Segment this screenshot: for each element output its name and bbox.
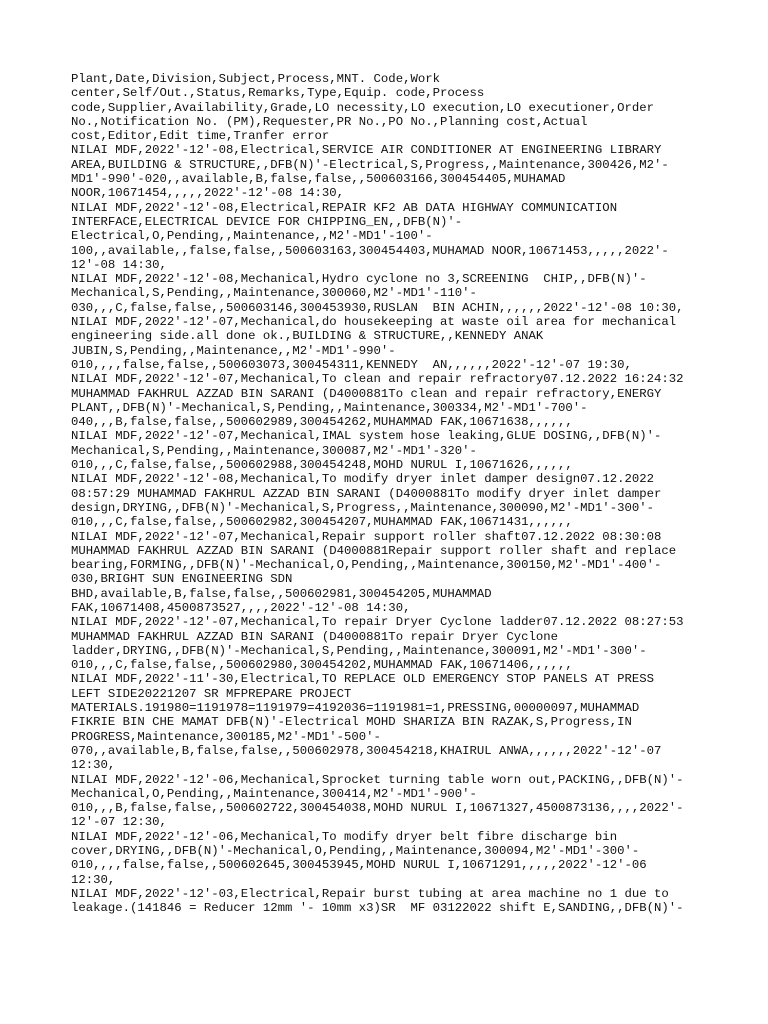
- text-line: 010,,,B,false,false,,500602722,300454038,MOHD NURUL I,10671327,4500873136,,,,2022'-: [71, 801, 684, 816]
- csv-text-page: [71, 72, 711, 916]
- text-line: PLANT,,DFB(N)'-Mechanical,S,Pending,,Maintenance,300334,M2'-MD1'-700'-: [71, 400, 588, 415]
- text-line: NILAI MDF,2022'-12'-08,Mechanical,Hydro cyclone no 3,SCREENING CHIP,,DFB(N)'-: [71, 272, 647, 287]
- text-line: LEFT SIDE20221207 SR MFPREPARE PROJECT: [71, 686, 352, 701]
- text-line: 070,,available,B,false,false,,500602978,300454218,KHAIRUL ANWA,,,,,,2022'-12'-07: [71, 743, 662, 758]
- text-line: engineering side.all done ok.,BUILDING & STRUCTURE,,KENNEDY ANAK: [71, 329, 544, 344]
- text-line: 040,,,B,false,false,,500602989,300454262,MUHAMMAD FAK,10671638,,,,,,: [71, 415, 573, 430]
- text-line: 12'-08 14:30,: [71, 257, 167, 272]
- text-line: MUHAMMAD FAKHRUL AZZAD BIN SARANI (D4000881Repair support roller shaft and replace: [71, 543, 677, 558]
- text-line: cost,Editor,Edit time,Tranfer error: [71, 129, 330, 144]
- text-line: Mechanical,O,Pending,,Maintenance,300414,M2'-MD1'-900'-: [71, 786, 477, 801]
- text-line: 010,,,C,false,false,,500602988,300454248,MOHD NURUL I,10671626,,,,,,: [71, 458, 573, 473]
- text-line: 010,,,,false,false,,500602645,300453945,MOHD NURUL I,10671291,,,,,2022'-12'-06: [71, 858, 647, 873]
- text-line: INTERFACE,ELECTRICAL DEVICE FOR CHIPPING_EN,,DFB(N)'-: [71, 214, 463, 229]
- text-line: Plant,Date,Division,Subject,Process,MNT. Code,Work: [71, 72, 440, 86]
- text-line: MUHAMMAD FAKHRUL AZZAD BIN SARANI (D4000881To clean and repair refractory,ENERGY: [71, 386, 662, 401]
- text-line: leakage.(141846 = Reducer 12mm '- 10mm x3)SR MF 03122022 shift E,SANDING,,DFB(N)'-: [71, 901, 684, 916]
- text-line: Mechanical,S,Pending,,Maintenance,300087,M2'-MD1'-320'-: [71, 443, 477, 458]
- text-line: bearing,FORMING,,DFB(N)'-Mechanical,O,Pending,,Maintenance,300150,M2'-MD1'-400'-: [71, 558, 662, 573]
- text-line: MATERIALS.191980=1191978=1191979=4192036=1191981=1,PRESSING,00000097,MUHAMMAD: [71, 701, 640, 716]
- text-line: 010,,,,false,false,,500603073,300454311,KENNEDY AN,,,,,,2022'-12'-07 19:30,: [71, 357, 632, 372]
- text-line: NILAI MDF,2022'-12'-07,Mechanical,IMAL system hose leaking,GLUE DOSING,,DFB(N)'-: [71, 429, 662, 444]
- text-line: NILAI MDF,2022'-12'-08,Mechanical,To modify dryer inlet damper design07.12.2022: [71, 472, 654, 487]
- text-line: NILAI MDF,2022'-12'-06,Mechanical,To modify dryer belt fibre discharge bin: [71, 829, 618, 844]
- text-line: Mechanical,S,Pending,,Maintenance,300060,M2'-MD1'-110'-: [71, 286, 477, 301]
- text-line: NILAI MDF,2022'-12'-07,Mechanical,Repair support roller shaft07.12.2022 08:30:08: [71, 529, 662, 544]
- text-line: NILAI MDF,2022'-12'-07,Mechanical,do housekeeping at waste oil area for mechanical: [71, 315, 677, 330]
- text-line: 100,,available,,false,false,,500603163,300454403,MUHAMAD NOOR,10671453,,,,,2022'-: [71, 243, 669, 258]
- text-line: 12'-07 12:30,: [71, 815, 167, 830]
- text-line: ladder,DRYING,,DFB(N)'-Mechanical,S,Pending,,Maintenance,300091,M2'-MD1'-300'-: [71, 643, 647, 658]
- text-line: MUHAMMAD FAKHRUL AZZAD BIN SARANI (D4000881To repair Dryer Cyclone: [71, 629, 559, 644]
- text-line: NILAI MDF,2022'-12'-08,Electrical,REPAIR KF2 AB DATA HIGHWAY COMMUNICATION: [71, 200, 618, 215]
- text-line: 030,,,C,false,false,,500603146,300453930,RUSLAN BIN ACHIN,,,,,,2022'-12'-08 10:30,: [71, 300, 684, 315]
- text-line: cover,DRYING,,DFB(N)'-Mechanical,O,Pending,,Maintenance,300094,M2'-MD1'-300'-: [71, 844, 640, 859]
- text-line: PROGRESS,Maintenance,300185,M2'-MD1'-500'-: [71, 729, 381, 744]
- text-line: JUBIN,S,Pending,,Maintenance,,M2'-MD1'-990'-: [71, 343, 396, 358]
- text-line: NOOR,10671454,,,,,2022'-12'-08 14:30,: [71, 186, 345, 201]
- text-line: code,Supplier,Availability,Grade,LO necessity,LO execution,LO executioner,Order: [71, 100, 654, 115]
- text-line: No.,Notification No. (PM),Requester,PR No.,PO No.,Planning cost,Actual: [71, 114, 588, 129]
- text-line: 12:30,: [71, 758, 116, 773]
- text-line: 010,,,C,false,false,,500602980,300454202,MUHAMMAD FAK,10671406,,,,,,: [71, 658, 573, 673]
- text-line: NILAI MDF,2022'-12'-03,Electrical,Repair burst tubing at area machine no 1 due to: [71, 886, 669, 901]
- text-line: NILAI MDF,2022'-12'-07,Mechanical,To repair Dryer Cyclone ladder07.12.2022 08:27:53: [71, 615, 684, 630]
- text-line: 08:57:29 MUHAMMAD FAKHRUL AZZAD BIN SARANI (D4000881To modify dryer inlet damper: [71, 486, 662, 501]
- text-line: 030,BRIGHT SUN ENGINEERING SDN: [71, 572, 293, 587]
- text-line: Electrical,O,Pending,,Maintenance,,M2'-MD1'-100'-: [71, 229, 433, 244]
- text-line: NILAI MDF,2022'-12'-08,Electrical,SERVICE AIR CONDITIONER AT ENGINEERING LIBRARY: [71, 143, 662, 158]
- text-line: BHD,available,B,false,false,,500602981,300454205,MUHAMMAD: [71, 586, 492, 601]
- text-line: design,DRYING,,DFB(N)'-Mechanical,S,Progress,,Maintenance,300090,M2'-MD1'-300'-: [71, 500, 654, 515]
- text-line: 12:30,: [71, 872, 116, 887]
- text-line: 010,,,C,false,false,,500602982,300454207,MUHAMMAD FAK,10671431,,,,,,: [71, 515, 573, 530]
- text-line: FIKRIE BIN CHE MAMAT DFB(N)'-Electrical MOHD SHARIZA BIN RAZAK,S,Progress,IN: [71, 715, 632, 730]
- text-line: NILAI MDF,2022'-12'-07,Mechanical,To clean and repair refractory07.12.2022 16:24:32: [71, 372, 684, 387]
- text-line: NILAI MDF,2022'-12'-06,Mechanical,Sprocket turning table worn out,PACKING,,DFB(N)'-: [71, 772, 684, 787]
- text-line: FAK,10671408,4500873527,,,,2022'-12'-08 14:30,: [71, 600, 411, 615]
- text-line: AREA,BUILDING & STRUCTURE,,DFB(N)'-Electrical,S,Progress,,Maintenance,300426,M2'-: [71, 157, 669, 172]
- text-line: MD1'-990'-020,,available,B,false,false,,500603166,300454405,MUHAMAD: [71, 172, 566, 187]
- text-line: NILAI MDF,2022'-11'-30,Electrical,TO REPLACE OLD EMERGENCY STOP PANELS AT PRESS: [71, 672, 654, 687]
- text-line: center,Self/Out.,Status,Remarks,Type,Equip. code,Process: [71, 86, 485, 101]
